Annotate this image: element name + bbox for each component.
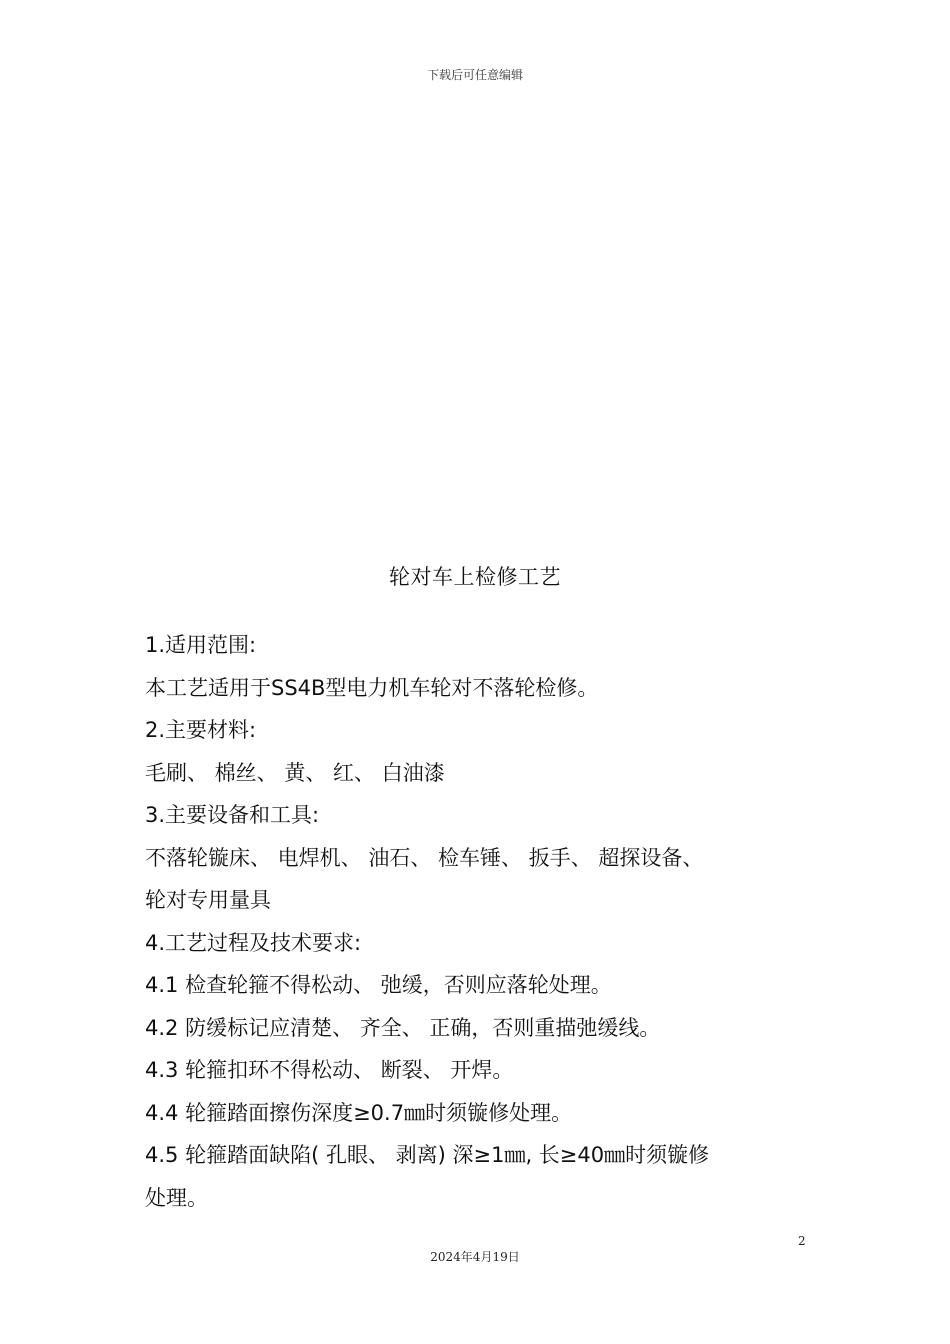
footer-date: 2024年4月19日 bbox=[430, 1250, 520, 1264]
document-body bbox=[145, 624, 815, 1219]
section-heading-process: 4.工艺过程及技术要求: bbox=[145, 930, 362, 955]
requirement-4-2: 4.2 防缓标记应清楚、 齐全、 正确，否则重描弛缓线。 bbox=[145, 1015, 661, 1040]
paragraph-materials: 毛刷、 棉丝、 黄、 红、 白油漆 bbox=[145, 760, 445, 785]
requirement-4-5-continued: 处理。 bbox=[145, 1185, 208, 1210]
requirement-4-1: 4.1 检查轮箍不得松动、 弛缓，否则应落轮处理。 bbox=[145, 973, 612, 997]
paragraph-equipment-continued: 轮对专用量具 bbox=[145, 888, 271, 912]
section-heading-scope: 1.适用范围: bbox=[145, 633, 257, 657]
requirement-4-5: 4.5 轮箍踏面缺陷( 孔眼、 剥离) 深≥1㎜, 长≥40㎜时须镟修 bbox=[145, 1143, 710, 1167]
document-title: 轮对车上检修工艺 bbox=[389, 565, 561, 589]
section-heading-equipment: 3.主要设备和工具: bbox=[145, 803, 320, 827]
paragraph-equipment: 不落轮镟床、 电焊机、 油石、 检车锤、 扳手、 超探设备、 bbox=[145, 845, 704, 870]
requirement-4-3: 4.3 轮箍扣环不得松动、 断裂、 开焊。 bbox=[145, 1058, 514, 1082]
requirement-4-4: 4.4 轮箍踏面擦伤深度≥0.7㎜时须镟修处理。 bbox=[145, 1100, 573, 1125]
page-number: 2 bbox=[798, 1234, 806, 1248]
section-heading-materials: 2.主要材料: bbox=[145, 718, 257, 742]
paragraph-scope: 本工艺适用于SS4B型电力机车轮对不落轮检修。 bbox=[145, 675, 599, 700]
header-note: 下载后可任意编辑 bbox=[426, 68, 523, 82]
